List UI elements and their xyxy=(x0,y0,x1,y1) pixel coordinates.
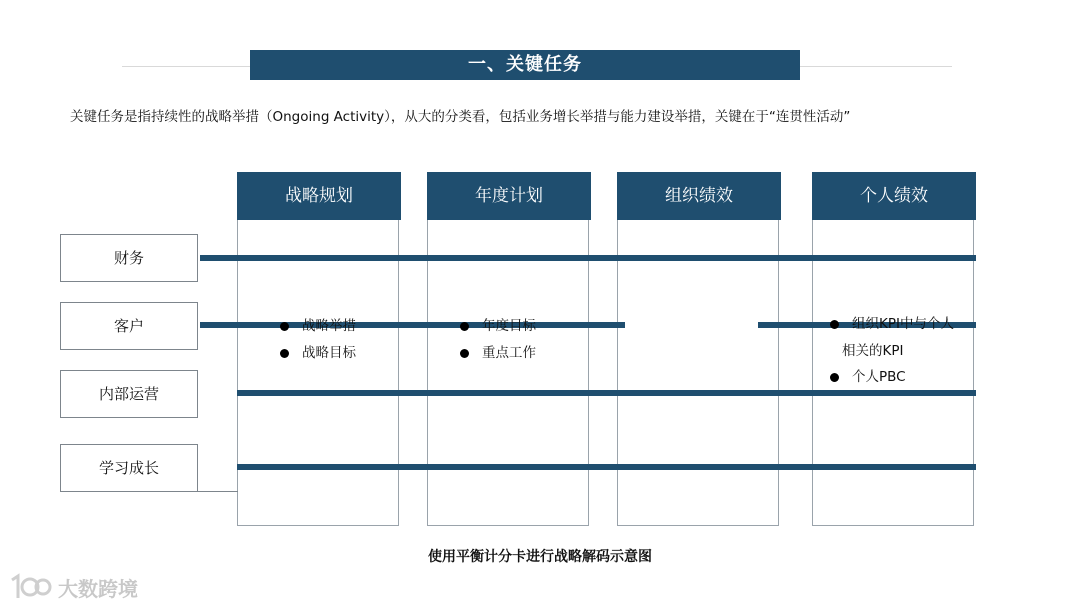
intro-text: 关键任务是指持续性的战略举措（Ongoing Activity），从大的分类看，包括业务增长举措与能力建设举措，关键在于“连贯性活动” xyxy=(70,109,851,125)
row-label-internal-ops: 内部运营 xyxy=(60,370,198,418)
row-bar-finance xyxy=(200,255,976,261)
column-org-performance xyxy=(617,172,779,526)
bullet-text: 重点工作 xyxy=(482,345,536,361)
diagram-caption: 使用平衡计分卡进行战略解码示意图 xyxy=(428,549,652,565)
bullets-strategy-planning xyxy=(280,313,356,367)
bullet-text: 个人PBC xyxy=(852,369,906,385)
bullet-dot-icon xyxy=(830,373,839,382)
row-label-finance: 财务 xyxy=(60,234,198,282)
column-header-personal-performance: 个人绩效 xyxy=(812,172,976,220)
bullet-dot-icon xyxy=(460,322,469,331)
connector-line xyxy=(198,491,238,492)
column-header-strategy-planning: 战略规划 xyxy=(237,172,401,220)
bullet-continuation: 相关的KPI xyxy=(842,343,904,359)
watermark-logo-icon xyxy=(8,572,52,602)
bullets-annual-plan xyxy=(460,313,536,367)
row-label-customer: 客户 xyxy=(60,302,198,350)
bullet-item xyxy=(830,311,954,338)
row-label-learning-growth: 学习成长 xyxy=(60,444,198,492)
watermark-text: 大数跨境 xyxy=(58,576,138,601)
bullet-item xyxy=(830,364,954,391)
watermark xyxy=(8,570,138,604)
bullet-dot-icon xyxy=(280,349,289,358)
column-header-annual-plan: 年度计划 xyxy=(427,172,591,220)
bullet-dot-icon xyxy=(830,320,839,329)
bullet-item xyxy=(280,313,356,340)
row-bar-learning-growth xyxy=(237,464,976,470)
bullet-dot-icon xyxy=(460,349,469,358)
bullet-text: 战略举措 xyxy=(302,318,356,334)
bullet-dot-icon xyxy=(280,322,289,331)
bullet-text: 年度目标 xyxy=(482,318,536,334)
bullet-item xyxy=(460,340,536,367)
row-bar-customer-left xyxy=(200,322,625,328)
slide-title: 一、关键任务 xyxy=(250,50,800,80)
bullet-item xyxy=(460,313,536,340)
bullets-personal-performance xyxy=(830,311,954,391)
bullet-item xyxy=(280,340,356,367)
bullet-text: 组织KPI中与个人 xyxy=(852,316,954,332)
column-header-org-performance: 组织绩效 xyxy=(617,172,781,220)
bullet-text: 战略目标 xyxy=(302,345,356,361)
